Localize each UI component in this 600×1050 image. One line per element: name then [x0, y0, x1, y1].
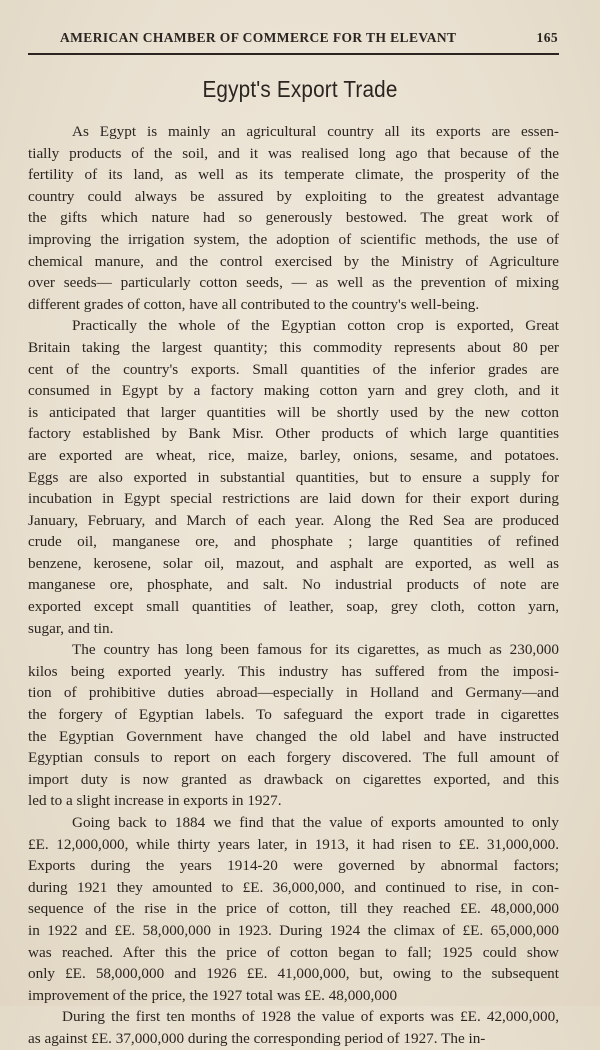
text-line: the forgery of Egyptian labels. To safeguard the export trade in cigarettes	[28, 706, 559, 724]
text-line: in 1922 and £E. 58,000,000 in 1923. During 1924 the climax of £E. 65,000,000	[28, 921, 559, 939]
text-line: Going back to 1884 we find that the value of exports amounted to only	[72, 814, 559, 831]
text-line: Exports during the years 1914-20 were governed by abnormal factors;	[28, 857, 559, 875]
text-line: are exported are wheat, rice, maize, barley, onions, sesame, and potatoes.	[28, 446, 559, 464]
text-line: during 1921 they amounted to £E. 36,000,000, and continued to rise, in con-	[28, 878, 559, 896]
text-line: Eggs are also exported in substantial quantities, but to ensure a supply for	[28, 468, 559, 486]
text-line: During the first ten months of 1928 the value of exports was £E. 42,000,000,	[62, 1008, 559, 1026]
text-line: the Egyptian Government have changed the old label and have instructed	[28, 727, 559, 745]
text-line: the gifts which nature had so generously bestowed. The great work of	[28, 209, 559, 227]
text-line: over seeds— particularly cotton seeds, — as well as the prevention of mixing	[28, 274, 559, 292]
text-line: Britain taking the largest quantity; this commodity represents about 80 per	[28, 338, 559, 356]
text-line: exported except small quantities of leather, soap, grey cloth, cotton yarn,	[28, 598, 559, 616]
text-line: consumed in Egypt by a factory making cotton yarn and grey cloth, and it	[28, 382, 559, 400]
article-body	[28, 121, 559, 1050]
text-line: The country has long been famous for its cigarettes, as much as 230,000	[72, 641, 559, 659]
paragraph	[28, 812, 559, 1006]
text-line: sequence of the rise in the price of cotton, till they reached £E. 48,000,000	[28, 900, 559, 918]
text-line: improving the irrigation system, the adoption of scientific methods, the use of	[28, 230, 559, 248]
text-line: factory established by Bank Misr. Other products of which large quantities	[28, 425, 559, 443]
text-line: different grades of cotton, have all contributed to the country's well-being.	[28, 295, 480, 313]
running-header	[28, 30, 558, 46]
text-line: only £E. 58,000,000 and 1926 £E. 41,000,000, but, owing to the subsequent	[28, 965, 559, 983]
text-line: benzene, kerosene, solar oil, mazout, and asphalt are exported, as well as	[28, 554, 559, 572]
text-line: incubation in Egypt special restrictions are laid down for their export during	[28, 490, 559, 508]
paragraph	[28, 121, 559, 315]
text-line: January, February, and March of each year. Along the Red Sea are produced	[28, 511, 559, 529]
text-line: cent of the country's exports. Small quantities of the inferior grades are	[28, 360, 559, 378]
text-line: Egyptian consuls to report on each forgery discovered. The full amount of	[28, 749, 559, 767]
text-line: chemical manure, and the control exercised by the Ministry of Agriculture	[28, 252, 559, 270]
paragraph	[28, 1006, 559, 1049]
running-title: AMERICAN CHAMBER OF COMMERCE FOR TH ELEVANT	[60, 30, 457, 45]
text-line: import duty is now granted as drawback on cigarettes exported, and this	[28, 770, 559, 788]
page-number: 165	[536, 30, 558, 45]
header-rule	[28, 53, 559, 55]
text-line: Practically the whole of the Egyptian cotton crop is exported, Great	[72, 317, 559, 335]
text-line: crude oil, manganese ore, and phosphate ; large quantities of refined	[28, 533, 559, 551]
text-line: as against £E. 37,000,000 during the corresponding period of 1927. The in-	[28, 1029, 486, 1047]
paragraph	[28, 639, 559, 812]
text-line: kilos being exported yearly. This industry has suffered from the imposi-	[28, 662, 559, 680]
article-title: Egypt's Export Trade	[202, 76, 398, 102]
text-line: As Egypt is mainly an agricultural country all its exports are essen-	[72, 123, 559, 140]
paragraph	[28, 315, 559, 639]
text-line: £E. 12,000,000, while thirty years later, in 1913, it had risen to £E. 31,000,000.	[28, 835, 559, 853]
text-line: tially products of the soil, and it was realised long ago that because of the	[28, 144, 559, 162]
text-line: was reached. After this the price of cotton began to fall; 1925 could show	[28, 943, 559, 961]
text-line: tion of prohibitive duties abroad—especially in Holland and Germany—and	[28, 684, 559, 702]
text-line: sugar, and tin.	[28, 619, 114, 637]
text-line: country could always be assured by exploiting to the greatest advantage	[28, 187, 559, 205]
text-line: fertility of its land, as well as its temperate climate, the prosperity of the	[28, 166, 559, 184]
text-line: improvement of the price, the 1927 total was £E. 48,000,000	[28, 986, 398, 1004]
text-line: manganese ore, phosphate, and salt. No industrial products of note are	[28, 576, 559, 594]
text-line: led to a slight increase in exports in 1927.	[28, 792, 282, 810]
text-line: is anticipated that larger quantities will be shortly used by the new cotton	[28, 403, 559, 421]
